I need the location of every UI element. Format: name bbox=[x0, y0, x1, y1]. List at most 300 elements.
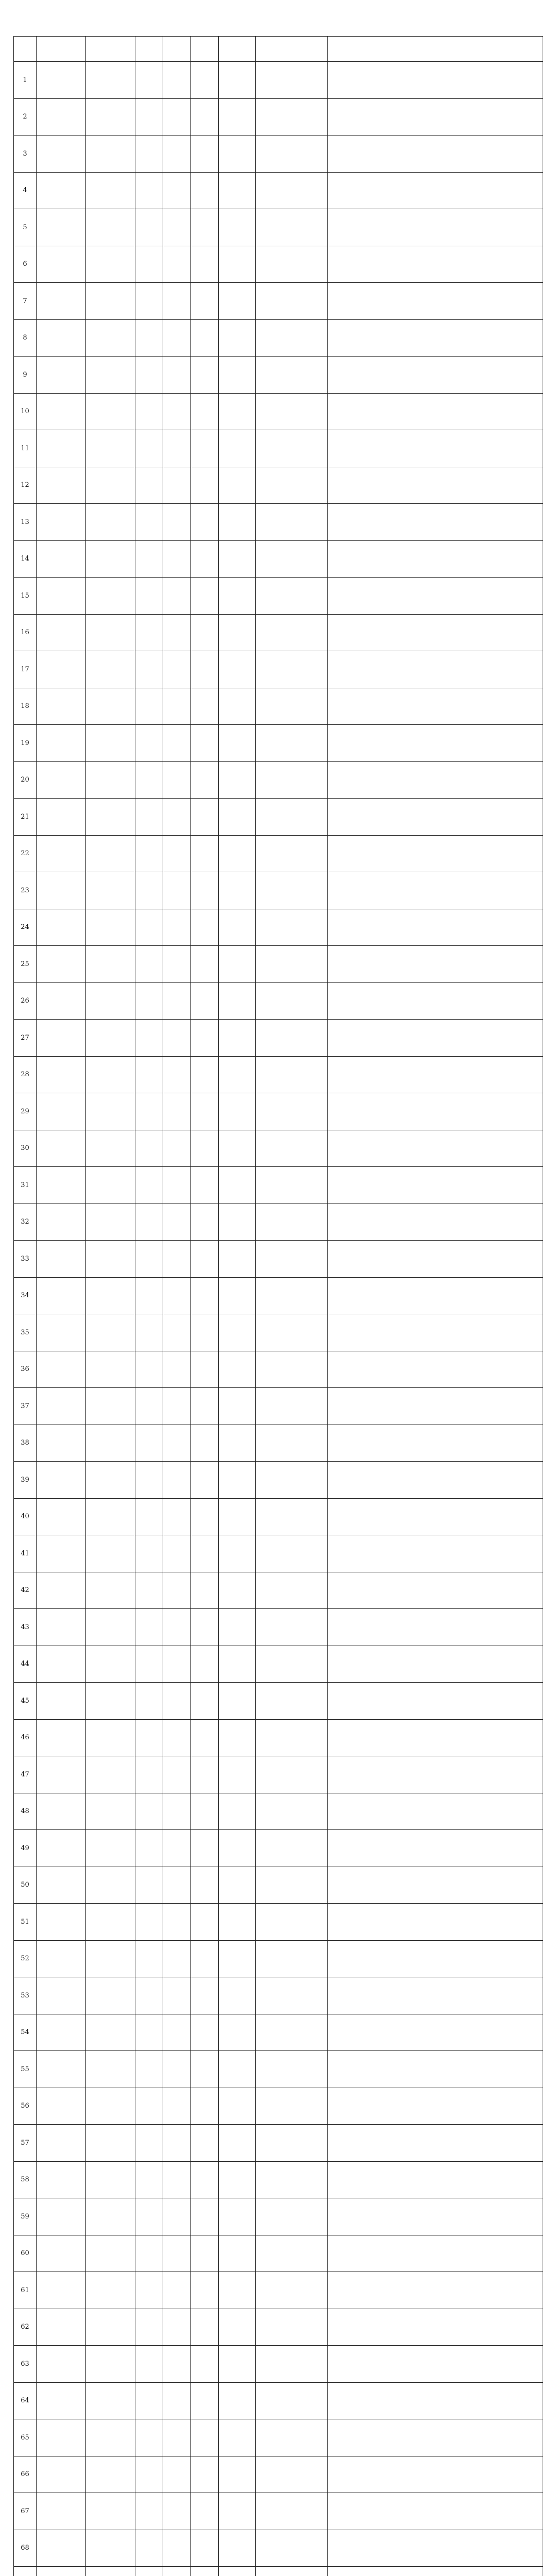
table-cell bbox=[191, 1167, 219, 1204]
table-cell bbox=[328, 209, 543, 246]
row-number-cell: 53 bbox=[14, 1977, 37, 2014]
table-cell bbox=[328, 430, 543, 467]
table-cell bbox=[37, 98, 86, 135]
table-cell bbox=[86, 1277, 135, 1314]
table-cell bbox=[191, 2088, 219, 2125]
table-cell bbox=[191, 246, 219, 283]
table-cell bbox=[219, 1609, 256, 1646]
table-cell bbox=[37, 761, 86, 799]
table-row bbox=[14, 909, 543, 946]
table-row bbox=[14, 1977, 543, 2014]
table-cell bbox=[135, 2235, 163, 2272]
table-cell bbox=[191, 688, 219, 725]
table-cell bbox=[86, 1535, 135, 1572]
row-number-cell: 8 bbox=[14, 319, 37, 357]
table-cell bbox=[219, 1241, 256, 1278]
table-cell bbox=[328, 283, 543, 320]
table-cell bbox=[256, 651, 328, 688]
table-cell bbox=[256, 319, 328, 357]
table-row bbox=[14, 1277, 543, 1314]
table-cell bbox=[328, 1020, 543, 1057]
table-cell bbox=[256, 1498, 328, 1535]
table-cell bbox=[86, 2235, 135, 2272]
table-row bbox=[14, 540, 543, 578]
table-cell bbox=[219, 1572, 256, 1609]
table-cell bbox=[256, 1425, 328, 1462]
table-cell bbox=[135, 2198, 163, 2235]
table-row bbox=[14, 1388, 543, 1425]
row-number-cell: 10 bbox=[14, 393, 37, 430]
row-number-cell: 44 bbox=[14, 1646, 37, 1683]
table-cell bbox=[163, 246, 191, 283]
table-cell bbox=[328, 1977, 543, 2014]
table-cell bbox=[163, 209, 191, 246]
table-cell bbox=[256, 1572, 328, 1609]
header-cell bbox=[191, 37, 219, 62]
table-cell bbox=[37, 2382, 86, 2419]
table-cell bbox=[135, 1498, 163, 1535]
table-cell bbox=[163, 1535, 191, 1572]
table-cell bbox=[37, 982, 86, 1020]
table-row bbox=[14, 319, 543, 357]
table-cell bbox=[135, 1535, 163, 1572]
table-cell bbox=[219, 504, 256, 541]
header-cell bbox=[86, 37, 135, 62]
table-cell bbox=[191, 1867, 219, 1904]
row-number-cell: 38 bbox=[14, 1425, 37, 1462]
table-cell bbox=[86, 1756, 135, 1793]
table-row bbox=[14, 172, 543, 209]
table-cell bbox=[135, 835, 163, 872]
table-cell bbox=[86, 1904, 135, 1941]
table-row bbox=[14, 1756, 543, 1793]
row-number-cell: 39 bbox=[14, 1462, 37, 1499]
table-cell bbox=[37, 1572, 86, 1609]
table-cell bbox=[163, 1756, 191, 1793]
table-cell bbox=[135, 2382, 163, 2419]
table-cell bbox=[328, 1388, 543, 1425]
table-cell bbox=[86, 1462, 135, 1499]
table-cell bbox=[328, 1940, 543, 1977]
table-cell bbox=[86, 2456, 135, 2493]
table-cell bbox=[328, 1793, 543, 1830]
table-cell bbox=[328, 909, 543, 946]
table-row bbox=[14, 357, 543, 394]
table-cell bbox=[191, 1904, 219, 1941]
table-cell bbox=[219, 1719, 256, 1756]
table-row bbox=[14, 1314, 543, 1351]
table-cell bbox=[219, 393, 256, 430]
table-row bbox=[14, 651, 543, 688]
table-cell bbox=[328, 2198, 543, 2235]
table-row bbox=[14, 1609, 543, 1646]
table-cell bbox=[256, 1940, 328, 1977]
table-cell bbox=[86, 1093, 135, 1130]
table-cell bbox=[163, 946, 191, 983]
table-cell bbox=[219, 2161, 256, 2198]
table-cell bbox=[191, 1314, 219, 1351]
table-cell bbox=[328, 799, 543, 836]
table-cell bbox=[135, 2456, 163, 2493]
table-cell bbox=[86, 2125, 135, 2162]
table-cell bbox=[86, 1977, 135, 2014]
row-number-cell: 51 bbox=[14, 1904, 37, 1941]
table-cell bbox=[256, 467, 328, 504]
table-cell bbox=[328, 761, 543, 799]
table-cell bbox=[328, 1498, 543, 1535]
row-number-cell: 54 bbox=[14, 2014, 37, 2051]
table-cell bbox=[37, 946, 86, 983]
table-cell bbox=[37, 393, 86, 430]
table-cell bbox=[219, 2567, 256, 2576]
table-cell bbox=[135, 1572, 163, 1609]
table-cell bbox=[135, 504, 163, 541]
table-cell bbox=[135, 614, 163, 651]
table-header-row bbox=[14, 37, 543, 62]
row-number-cell: 22 bbox=[14, 835, 37, 872]
table-cell bbox=[86, 357, 135, 394]
table-cell bbox=[191, 1056, 219, 1093]
table-cell bbox=[219, 688, 256, 725]
row-number-cell: 23 bbox=[14, 872, 37, 909]
table-cell bbox=[163, 1719, 191, 1756]
table-row bbox=[14, 62, 543, 99]
table-cell bbox=[328, 98, 543, 135]
table-cell bbox=[135, 1314, 163, 1351]
table-cell bbox=[219, 578, 256, 615]
table-cell bbox=[86, 761, 135, 799]
table-cell bbox=[163, 688, 191, 725]
table-cell bbox=[256, 1056, 328, 1093]
table-cell bbox=[256, 2346, 328, 2383]
row-number-cell: 42 bbox=[14, 1572, 37, 1609]
table-cell bbox=[37, 2272, 86, 2309]
header-cell bbox=[37, 37, 86, 62]
table-cell bbox=[328, 1241, 543, 1278]
table-cell bbox=[163, 2346, 191, 2383]
table-cell bbox=[191, 1572, 219, 1609]
table-cell bbox=[256, 209, 328, 246]
table-cell bbox=[37, 835, 86, 872]
table-cell bbox=[37, 614, 86, 651]
table-cell bbox=[135, 393, 163, 430]
table-cell bbox=[256, 1167, 328, 1204]
positions-table bbox=[13, 36, 543, 2576]
table-cell bbox=[191, 1719, 219, 1756]
table-cell bbox=[328, 1204, 543, 1241]
table-cell bbox=[256, 1830, 328, 1867]
table-cell bbox=[37, 2125, 86, 2162]
table-row bbox=[14, 504, 543, 541]
table-cell bbox=[86, 2419, 135, 2456]
table-cell bbox=[328, 2088, 543, 2125]
table-cell bbox=[135, 135, 163, 173]
table-cell bbox=[328, 1572, 543, 1609]
table-cell bbox=[135, 2346, 163, 2383]
table-cell bbox=[256, 1314, 328, 1351]
table-cell bbox=[135, 1609, 163, 1646]
table-cell bbox=[328, 2272, 543, 2309]
table-cell bbox=[191, 2014, 219, 2051]
table-cell bbox=[328, 1609, 543, 1646]
table-cell bbox=[191, 135, 219, 173]
table-cell bbox=[219, 1535, 256, 1572]
table-cell bbox=[163, 2014, 191, 2051]
table-cell bbox=[191, 98, 219, 135]
header-cell bbox=[163, 37, 191, 62]
table-cell bbox=[256, 2567, 328, 2576]
table-cell bbox=[135, 2014, 163, 2051]
table-cell bbox=[328, 1056, 543, 1093]
table-cell bbox=[135, 2567, 163, 2576]
table-cell bbox=[256, 2272, 328, 2309]
table-cell bbox=[37, 2088, 86, 2125]
table-cell bbox=[219, 540, 256, 578]
table-cell bbox=[86, 2161, 135, 2198]
table-cell bbox=[135, 467, 163, 504]
table-cell bbox=[256, 688, 328, 725]
table-cell bbox=[86, 2530, 135, 2567]
table-cell bbox=[86, 651, 135, 688]
table-row bbox=[14, 1683, 543, 1720]
table-cell bbox=[219, 1977, 256, 2014]
table-row bbox=[14, 1020, 543, 1057]
table-cell bbox=[163, 319, 191, 357]
table-cell bbox=[256, 872, 328, 909]
table-cell bbox=[163, 1351, 191, 1388]
table-cell bbox=[191, 2272, 219, 2309]
table-cell bbox=[135, 1646, 163, 1683]
table-cell bbox=[328, 357, 543, 394]
header-cell bbox=[328, 37, 543, 62]
table-row bbox=[14, 2235, 543, 2272]
table-cell bbox=[328, 1535, 543, 1572]
row-number-cell: 59 bbox=[14, 2198, 37, 2235]
table-cell bbox=[191, 946, 219, 983]
table-cell bbox=[37, 1277, 86, 1314]
table-cell bbox=[328, 246, 543, 283]
table-cell bbox=[256, 2382, 328, 2419]
table-cell bbox=[163, 1572, 191, 1609]
table-cell bbox=[191, 1977, 219, 2014]
table-cell bbox=[86, 1646, 135, 1683]
table-cell bbox=[86, 1940, 135, 1977]
row-number-cell: 7 bbox=[14, 283, 37, 320]
table-cell bbox=[163, 2235, 191, 2272]
table-row bbox=[14, 2125, 543, 2162]
table-cell bbox=[191, 1646, 219, 1683]
table-cell bbox=[135, 172, 163, 209]
table-row bbox=[14, 1425, 543, 1462]
table-cell bbox=[328, 2051, 543, 2088]
table-cell bbox=[191, 2346, 219, 2383]
table-cell bbox=[86, 1572, 135, 1609]
row-number-cell: 68 bbox=[14, 2530, 37, 2567]
table-row bbox=[14, 614, 543, 651]
table-row bbox=[14, 1830, 543, 1867]
table-cell bbox=[163, 2530, 191, 2567]
table-row bbox=[14, 2198, 543, 2235]
table-cell bbox=[219, 909, 256, 946]
table-cell bbox=[163, 2419, 191, 2456]
table-cell bbox=[256, 2161, 328, 2198]
table-cell bbox=[191, 283, 219, 320]
row-number-cell: 34 bbox=[14, 1277, 37, 1314]
table-cell bbox=[37, 467, 86, 504]
row-number-cell: 12 bbox=[14, 467, 37, 504]
table-cell bbox=[219, 209, 256, 246]
table-row bbox=[14, 1940, 543, 1977]
table-cell bbox=[219, 1756, 256, 1793]
table-cell bbox=[328, 982, 543, 1020]
table-cell bbox=[219, 135, 256, 173]
table-cell bbox=[191, 1241, 219, 1278]
table-cell bbox=[219, 1020, 256, 1057]
table-cell bbox=[256, 1646, 328, 1683]
table-row bbox=[14, 578, 543, 615]
table-cell bbox=[86, 1204, 135, 1241]
row-number-cell: 45 bbox=[14, 1683, 37, 1720]
table-cell bbox=[135, 2530, 163, 2567]
table-cell bbox=[328, 2014, 543, 2051]
row-number-cell: 67 bbox=[14, 2493, 37, 2530]
table-cell bbox=[86, 540, 135, 578]
table-cell bbox=[191, 1683, 219, 1720]
table-cell bbox=[163, 2493, 191, 2530]
table-cell bbox=[163, 2382, 191, 2419]
row-number-cell: 13 bbox=[14, 504, 37, 541]
table-cell bbox=[37, 135, 86, 173]
header-cell bbox=[14, 37, 37, 62]
row-number-cell: 35 bbox=[14, 1314, 37, 1351]
table-cell bbox=[328, 2419, 543, 2456]
table-cell bbox=[37, 651, 86, 688]
row-number-cell: 27 bbox=[14, 1020, 37, 1057]
table-cell bbox=[135, 1977, 163, 2014]
table-cell bbox=[328, 2235, 543, 2272]
table-cell bbox=[256, 2051, 328, 2088]
table-cell bbox=[37, 1425, 86, 1462]
row-number-cell: 46 bbox=[14, 1719, 37, 1756]
table-cell bbox=[135, 1020, 163, 1057]
table-cell bbox=[191, 1020, 219, 1057]
table-cell bbox=[163, 761, 191, 799]
table-cell bbox=[86, 1351, 135, 1388]
table-cell bbox=[191, 1093, 219, 1130]
table-cell bbox=[328, 1830, 543, 1867]
table-row bbox=[14, 761, 543, 799]
table-cell bbox=[191, 1830, 219, 1867]
table-cell bbox=[256, 62, 328, 99]
table-row bbox=[14, 2014, 543, 2051]
table-cell bbox=[191, 393, 219, 430]
table-cell bbox=[191, 1535, 219, 1572]
table-cell bbox=[86, 1130, 135, 1167]
table-cell bbox=[135, 1904, 163, 1941]
table-row bbox=[14, 393, 543, 430]
table-cell bbox=[256, 1719, 328, 1756]
table-cell bbox=[328, 614, 543, 651]
table-cell bbox=[86, 504, 135, 541]
table-row bbox=[14, 1498, 543, 1535]
header-cell bbox=[256, 37, 328, 62]
table-cell bbox=[86, 872, 135, 909]
table-cell bbox=[37, 1167, 86, 1204]
table-cell bbox=[135, 578, 163, 615]
table-cell bbox=[163, 2567, 191, 2576]
table-cell bbox=[86, 1425, 135, 1462]
table-cell bbox=[219, 761, 256, 799]
table-cell bbox=[219, 835, 256, 872]
row-number-cell: 49 bbox=[14, 1830, 37, 1867]
row-number-cell: 43 bbox=[14, 1609, 37, 1646]
table-cell bbox=[163, 1425, 191, 1462]
table-cell bbox=[135, 62, 163, 99]
row-number-cell: 16 bbox=[14, 614, 37, 651]
table-cell bbox=[219, 430, 256, 467]
row-number-cell: 57 bbox=[14, 2125, 37, 2162]
table-cell bbox=[256, 2309, 328, 2346]
table-cell bbox=[163, 1462, 191, 1499]
table-cell bbox=[328, 172, 543, 209]
table-cell bbox=[163, 1241, 191, 1278]
table-cell bbox=[135, 872, 163, 909]
table-cell bbox=[191, 2198, 219, 2235]
table-cell bbox=[191, 2567, 219, 2576]
table-cell bbox=[328, 2382, 543, 2419]
table-cell bbox=[135, 1093, 163, 1130]
table-cell bbox=[163, 614, 191, 651]
table-cell bbox=[37, 1056, 86, 1093]
table-cell bbox=[191, 2051, 219, 2088]
table-cell bbox=[219, 2530, 256, 2567]
table-cell bbox=[135, 2272, 163, 2309]
table-cell bbox=[163, 283, 191, 320]
row-number-cell: 5 bbox=[14, 209, 37, 246]
table-cell bbox=[86, 835, 135, 872]
table-row bbox=[14, 283, 543, 320]
table-row bbox=[14, 1204, 543, 1241]
row-number-cell: 30 bbox=[14, 1130, 37, 1167]
table-cell bbox=[219, 2125, 256, 2162]
table-cell bbox=[256, 393, 328, 430]
table-cell bbox=[163, 1388, 191, 1425]
table-cell bbox=[256, 246, 328, 283]
table-cell bbox=[256, 1277, 328, 1314]
table-cell bbox=[135, 209, 163, 246]
table-row bbox=[14, 1130, 543, 1167]
row-number-cell: 1 bbox=[14, 62, 37, 99]
table-cell bbox=[328, 319, 543, 357]
table-cell bbox=[163, 357, 191, 394]
table-cell bbox=[135, 2161, 163, 2198]
table-cell bbox=[37, 1756, 86, 1793]
table-cell bbox=[328, 1646, 543, 1683]
table-row bbox=[14, 799, 543, 836]
table-cell bbox=[191, 651, 219, 688]
table-cell bbox=[163, 2309, 191, 2346]
table-cell bbox=[37, 688, 86, 725]
table-cell bbox=[191, 799, 219, 836]
table-cell bbox=[256, 1977, 328, 2014]
table-cell bbox=[191, 1940, 219, 1977]
table-cell bbox=[86, 1167, 135, 1204]
table-cell bbox=[37, 2346, 86, 2383]
table-cell bbox=[328, 651, 543, 688]
table-cell bbox=[86, 2382, 135, 2419]
table-cell bbox=[135, 946, 163, 983]
table-cell bbox=[163, 467, 191, 504]
